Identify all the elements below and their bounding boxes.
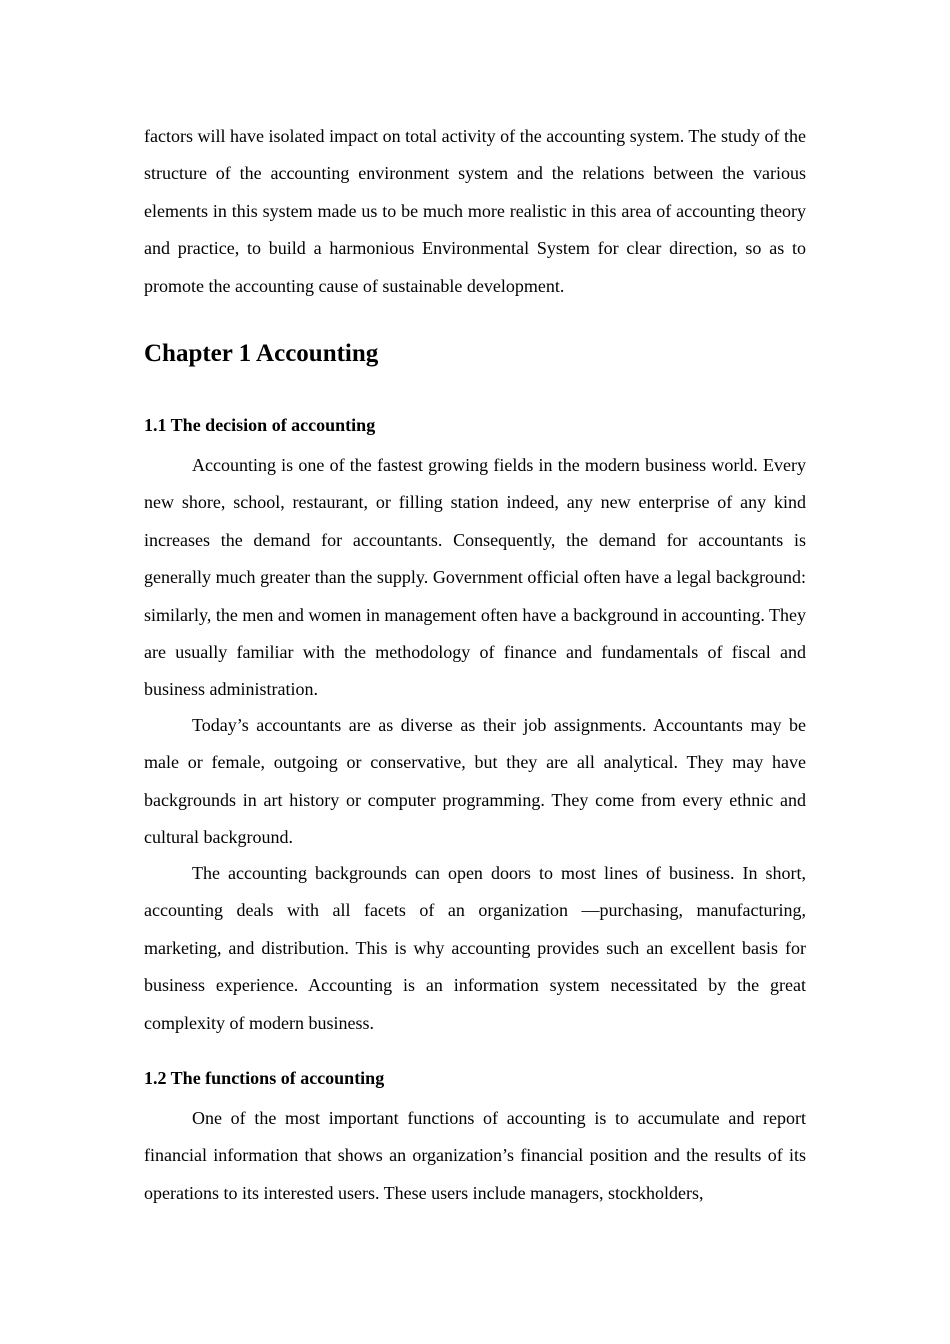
section-title-1-1: 1.1 The decision of accounting — [144, 415, 376, 435]
intro-paragraph: factors will have isolated impact on total activity of the accounting system. The study of the structure of the accounting environment system and the relations between the various elements in this system made us to be much more realistic in this area of accounting theory and practice, to build a harmonious Environmental System for clear direction, so as to promote the accounting cause of sustainable development. — [144, 126, 806, 296]
chapter-title: Chapter 1 Accounting — [144, 340, 379, 367]
section-1-1-paragraph-3: The accounting backgrounds can open doors to most lines of business. In short, accounting deals with all facets of an organization —purchasing, manufacturing, marketing, and distribution. This is why accounting provides such an excellent basis for business experience. Accounting is an information system necessitated by the great complexity of modern business. — [144, 863, 806, 1033]
section-title-1-2: 1.2 The functions of accounting — [144, 1068, 385, 1088]
section-1-1-paragraph-1: Accounting is one of the fastest growing fields in the modern business world. Every new shore, school, restaurant, or filling station indeed, any new enterprise of any kind increases the demand for accountants. Consequently, the demand for accountants is generally much greater than the supply. Government official often have a legal background: similarly, the men and women in management often have a background in accounting. They are usually familiar with the methodology of finance and fundamentals of fiscal and business administration. — [144, 455, 806, 700]
section-1-2-paragraph-1: One of the most important functions of accounting is to accumulate and report financial information that shows an organization’s financial position and the results of its operations to its interested users. These users include managers, stockholders, — [144, 1108, 806, 1203]
section-1-1-paragraph-2: Today’s accountants are as diverse as their job assignments. Accountants may be male or female, outgoing or conservative, but they are all analytical. They may have backgrounds in art history or computer programming. They come from every ethnic and cultural background. — [144, 715, 806, 848]
